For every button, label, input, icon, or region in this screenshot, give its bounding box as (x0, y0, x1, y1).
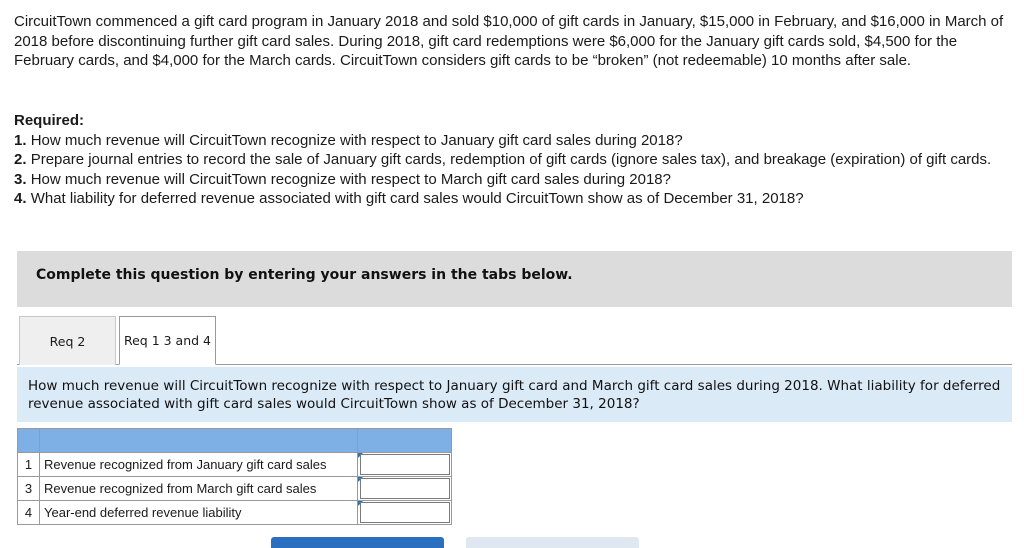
question-panel (17, 367, 1012, 422)
answer-cell (358, 477, 452, 501)
problem-statement: CircuitTown commenced a gift card program in January 2018 and sold $10,000 of gift cards in January, $15,000 in February, and $16,000 in March of 2018 before discontinuing further gift card sales. During 2018, gift card redemptions were $6,000 for the January gift cards sold, $4,500 for the February cards, and $4,000 for the March cards. CircuitTown considers gift cards to be “broken” (not redeemable) 10 months after sale. (14, 13, 1004, 69)
instruction-banner (17, 251, 1012, 307)
tab-req-1-3-and-4[interactable]: Req 1 3 and 4 (119, 316, 216, 365)
required-item-text: How much revenue will CircuitTown recognize with respect to January gift card sales during 2018? (30, 131, 683, 149)
required-heading: Required: (14, 112, 85, 129)
required-item-text: Prepare journal entries to record the sale of January gift cards, redemption of gift cards (ignore sales tax), and breakage (expiration) of gift cards. (30, 151, 992, 168)
required-item-number: 2. (14, 151, 27, 168)
required-item-number: 1. (14, 131, 27, 149)
required-item-text: What liability for deferred revenue associated with gift card sales would CircuitTown show as of December 31, 2018? (30, 190, 804, 207)
next-button[interactable] (466, 537, 639, 548)
deferred-revenue-input[interactable] (360, 502, 450, 523)
table-row (18, 453, 452, 477)
row-number: 1 (18, 453, 40, 477)
answer-table (17, 428, 452, 525)
answer-cell (358, 453, 452, 477)
required-item-number: 4. (14, 190, 27, 207)
row-label: Revenue recognized from January gift card sales (40, 453, 358, 477)
row-label: Year-end deferred revenue liability (40, 501, 358, 525)
required-item-3 (14, 170, 1009, 190)
question-text: How much revenue will CircuitTown recognize with respect to January gift card and March gift card sales during 2018. What liability for deferred revenue associated with gift card sales would CircuitTown show as of December 31, 2018? (28, 378, 1001, 412)
required-item-text: How much revenue will CircuitTown recognize with respect to March gift card sales during 2018? (30, 170, 671, 188)
answer-cell (358, 501, 452, 525)
january-revenue-input[interactable] (360, 454, 450, 475)
required-item-2 (14, 150, 1009, 170)
tab-req-2[interactable]: Req 2 (19, 316, 116, 365)
header-cell (40, 429, 358, 453)
required-item-1 (14, 131, 1009, 151)
instruction-banner-text: Complete this question by entering your answers in the tabs below. (36, 267, 573, 283)
row-number: 3 (18, 477, 40, 501)
header-cell (18, 429, 40, 453)
required-item-4 (14, 189, 1009, 209)
table-row (18, 477, 452, 501)
header-cell (358, 429, 452, 453)
required-section (14, 111, 1009, 209)
prev-button[interactable] (271, 537, 444, 548)
answer-table-header (18, 429, 452, 453)
row-number: 4 (18, 501, 40, 525)
march-revenue-input[interactable] (360, 478, 450, 499)
required-item-number: 3. (14, 170, 27, 188)
table-row (18, 501, 452, 525)
row-label: Revenue recognized from March gift card sales (40, 477, 358, 501)
